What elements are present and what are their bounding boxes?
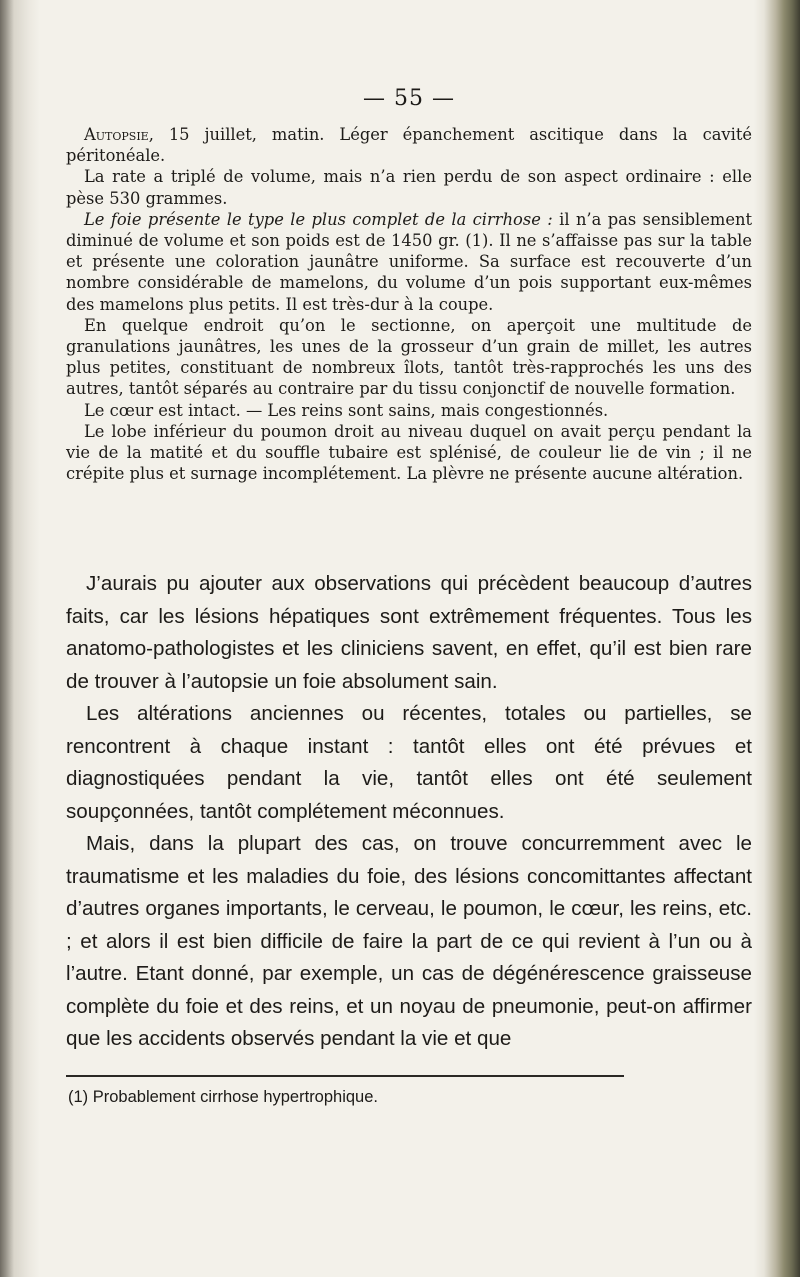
page-number: — 55 — — [363, 86, 455, 111]
commentary-section — [66, 568, 752, 1056]
scan-right-edge — [754, 0, 800, 1277]
paragraph: Le cœur est intact. — Les reins sont sains, mais congestionnés. — [84, 400, 609, 420]
paragraph-text: il n’a pas sensiblement diminué de volume et son poids est de 1450 gr. (1). Il ne s’affaisse pas sur la table et présente une coloration jaunâtre uniforme. Sa surface est recouverte d’un nombre considérable de mamelons, du volume d’un pois supportant eux-mêmes des mamelons plus petits. Il est très-dur à la coupe. — [66, 209, 752, 314]
paragraph-text: 15 juillet, matin. Léger épanchement ascitique dans la cavité péritonéale. — [66, 125, 752, 166]
autopsy-section — [66, 124, 752, 484]
paragraph: La rate a triplé de volume, mais n’a rien perdu de son aspect ordinaire : elle pèse 530 grammes. — [66, 167, 752, 208]
paragraph: Les altérations anciennes ou récentes, totales ou partielles, se rencontrent à chaque instant : tantôt elles ont été prévues et diagnostiquées pendant la vie, tantôt elles ont été seulement soupçonnées, tantôt complétement méconnues. — [66, 702, 752, 823]
paragraph: Le lobe inférieur du poumon droit au niveau duquel on avait perçu pendant la vie de la matité et du souffle tubaire est splénisé, de couleur lie de vin ; il ne crépite plus et surnage incomplétement. La plèvre ne présente aucune altération. — [66, 421, 752, 484]
paragraph: En quelque endroit qu’on le sectionne, on aperçoit une multitude de granulations jaunâtres, les unes de la grosseur d’un grain de millet, les autres plus petites, constituant de nombreux îlots, tantôt très-rapprochés les uns des autres, tantôt séparés au contraire par du tissu conjonctif de nouvelle formation. — [66, 315, 752, 399]
autopsy-heading: Autopsie, — [84, 125, 154, 144]
footnote-divider — [66, 1075, 624, 1077]
paragraph — [66, 124, 752, 166]
scan-left-edge — [0, 0, 40, 1277]
italic-phrase: Le foie présente le type le plus complet de la cirrhose : — [84, 209, 553, 229]
paragraph: Mais, dans la plupart des cas, on trouve concurremment avec le traumatisme et les maladies du foie, des lésions concomittantes affectant d’autres organes importants, le cerveau, le poumon, le cœur, les reins, etc. ; et alors il est bien difficile de faire la part de ce qui revient à l’un ou à l’autre. Etant donné, par exemple, un cas de dégénérescence graisseuse complète du foie et des reins, et un noyau de pneumonie, peut-on affirmer que les accidents observés pendant la vie et que — [66, 832, 752, 1050]
paragraph: J’aurais pu ajouter aux observations qui précèdent beaucoup d’autres faits, car les lésions hépatiques sont extrêmement fréquentes. Tous les anatomo-pathologistes et les cliniciens savent, en effet, qu’il est bien rare de trouver à l’autopsie un foie absolument sain. — [66, 572, 752, 693]
footnote: (1) Probablement cirrhose hypertrophique. — [68, 1088, 378, 1106]
paragraph — [66, 209, 752, 315]
